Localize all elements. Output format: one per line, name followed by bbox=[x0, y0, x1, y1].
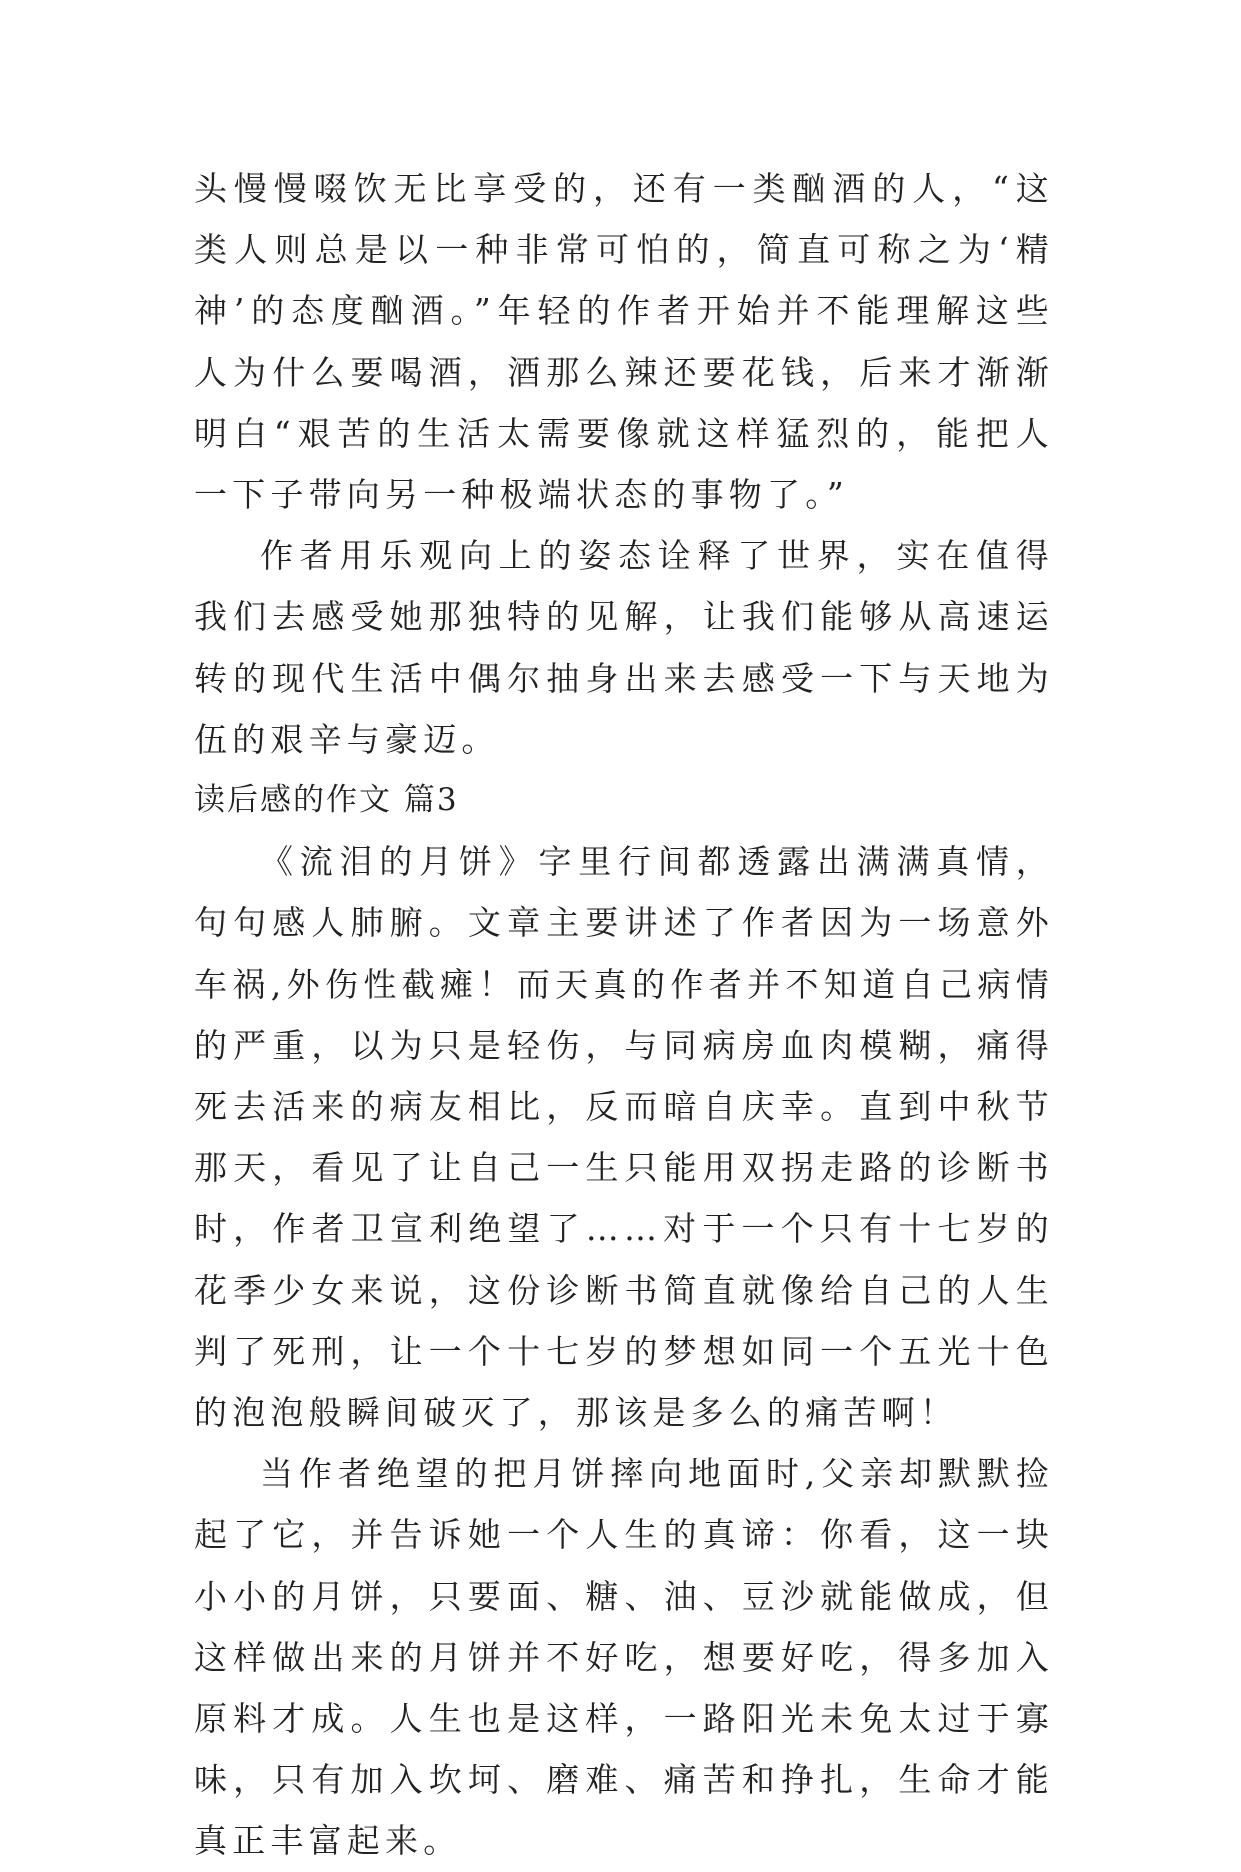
paragraph-4: 当作者绝望的把月饼摔向地面时,父亲却默默捡起了它，并告诉她一个人生的真谛：你看，这一块小小的月饼，只要面、糖、油、豆沙就能做成，但这样做出来的月饼并不好吃，想要好吃，得多加入原料才成。人生也是这样，一路阳光未免太过于寡味，只有加入坎坷、磨难、痛苦和挣扎，生命才能真正丰富起来。 bbox=[194, 1454, 1054, 1861]
document-body bbox=[194, 158, 1054, 1872]
paragraph-3: 《流泪的月饼》字里行间都透露出满满真情，句句感人肺腑。文章主要讲述了作者因为一场意外车祸,外伤性截瘫！而天真的作者并不知道自己病情的严重，以为只是轻伤，与同病房血肉模糊，痛得死去活来的病友相比，反而暗自庆幸。直到中秋节那天，看见了让自己一生只能用双拐走路的诊断书时，作者卫宣利绝望了……对于一个只有十七岁的花季少女来说，这份诊断书简直就像给自己的人生判了死刑，让一个十七岁的梦想如同一个五光十色的泡泡般瞬间破灭了，那该是多么的痛苦啊！ bbox=[194, 842, 1054, 1433]
paragraph-2: 作者用乐观向上的姿态诠释了世界，实在值得我们去感受她那独特的见解，让我们能够从高速运转的现代生活中偶尔抽身出来去感受一下与天地为伍的艰辛与豪迈。 bbox=[194, 536, 1054, 759]
section-heading: 读后感的作文 篇3 bbox=[194, 782, 459, 819]
paragraph-continued: 头慢慢啜饮无比享受的，还有一类酗酒的人，“这类人则总是以一种非常可怕的，简直可称之为‘精神’的态度酗酒。”年轻的作者开始并不能理解这些人为什么要喝酒，酒那么辣还要花钱，后来才渐渐明白“艰苦的生活太需要像就这样猛烈的，能把人一下子带向另一种极端状态的事物了。” bbox=[194, 169, 1054, 515]
